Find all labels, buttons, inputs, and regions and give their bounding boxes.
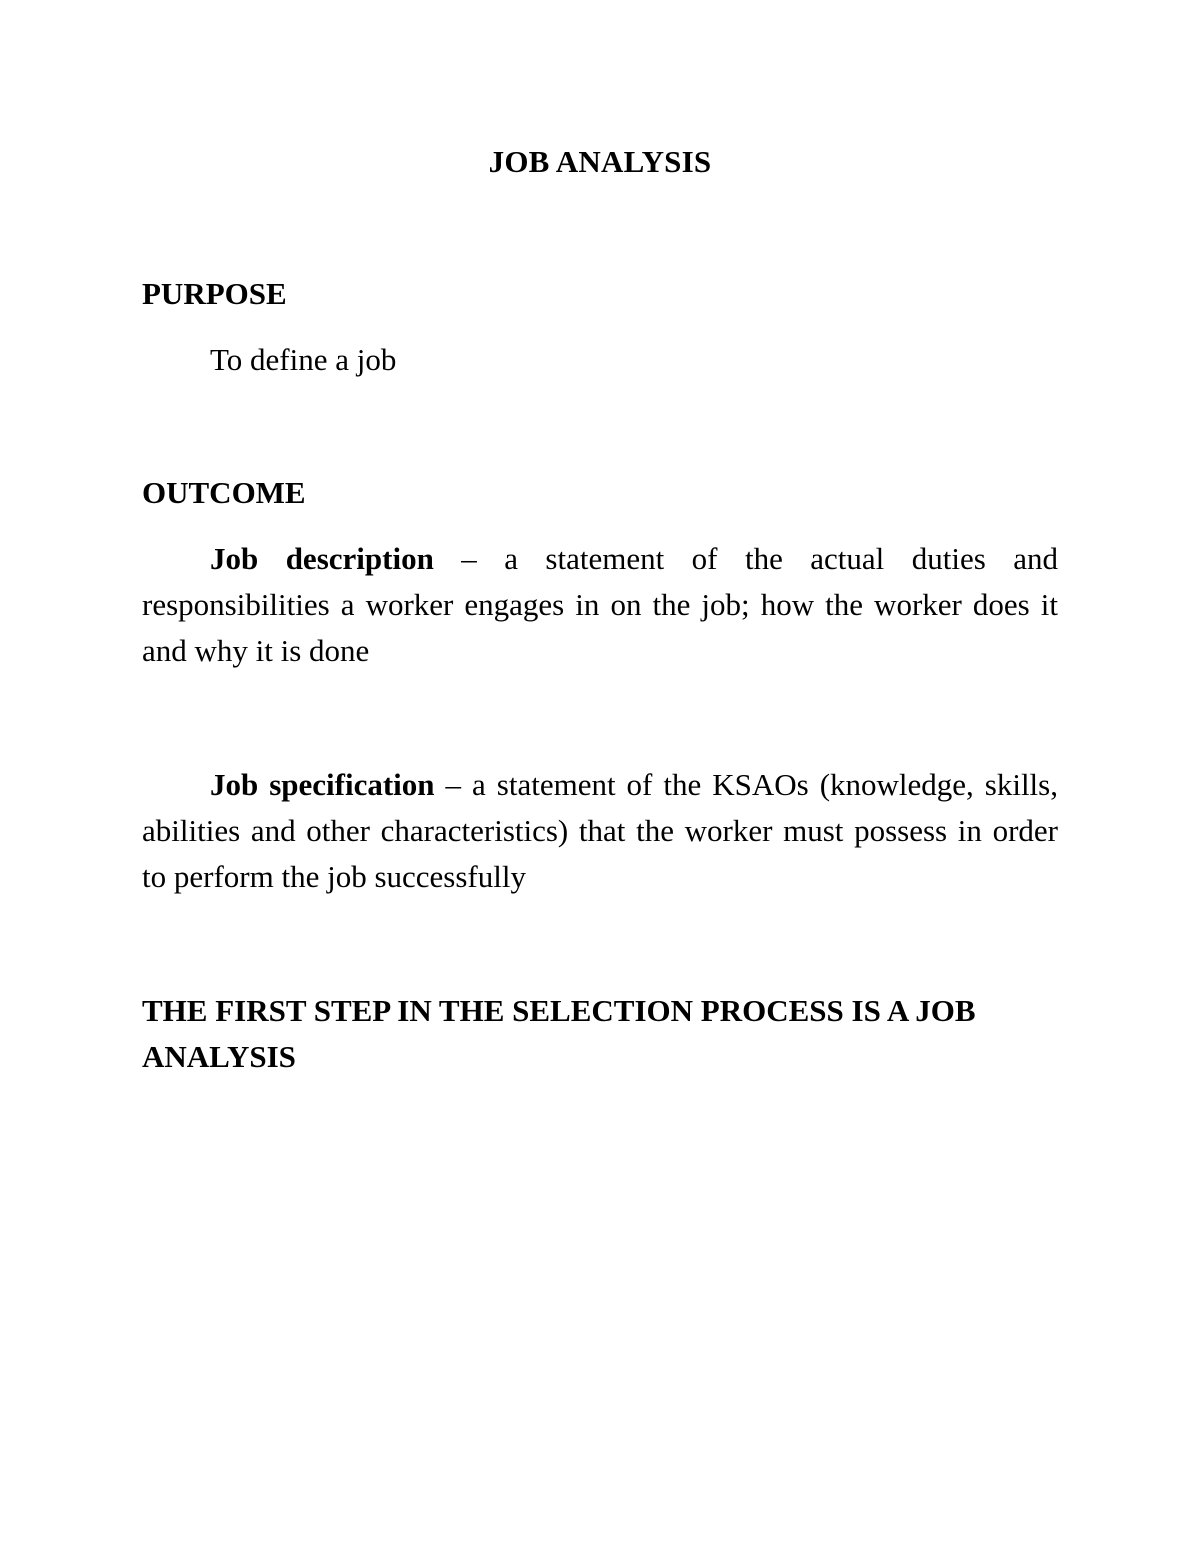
purpose-text: To define a job	[210, 342, 397, 377]
job-specification-term: Job specification	[210, 767, 435, 802]
job-specification-paragraph	[142, 762, 1058, 900]
purpose-heading: PURPOSE	[142, 276, 287, 311]
job-description-definition: – a statement of the actual duties and responsibilities a worker engages in on the job; how the worker does it and why it is done	[142, 541, 1058, 668]
job-description-paragraph	[142, 536, 1058, 674]
conclusion-statement: THE FIRST STEP IN THE SELECTION PROCESS IS A JOB ANALYSIS	[142, 993, 976, 1074]
outcome-heading: OUTCOME	[142, 475, 306, 510]
document-title: JOB ANALYSIS	[488, 144, 712, 179]
job-description-term: Job description	[210, 541, 434, 576]
job-specification-definition: – a statement of the KSAOs (knowledge, skills, abilities and other characteristics) that the worker must possess in order to perform the job successfully	[142, 767, 1058, 894]
